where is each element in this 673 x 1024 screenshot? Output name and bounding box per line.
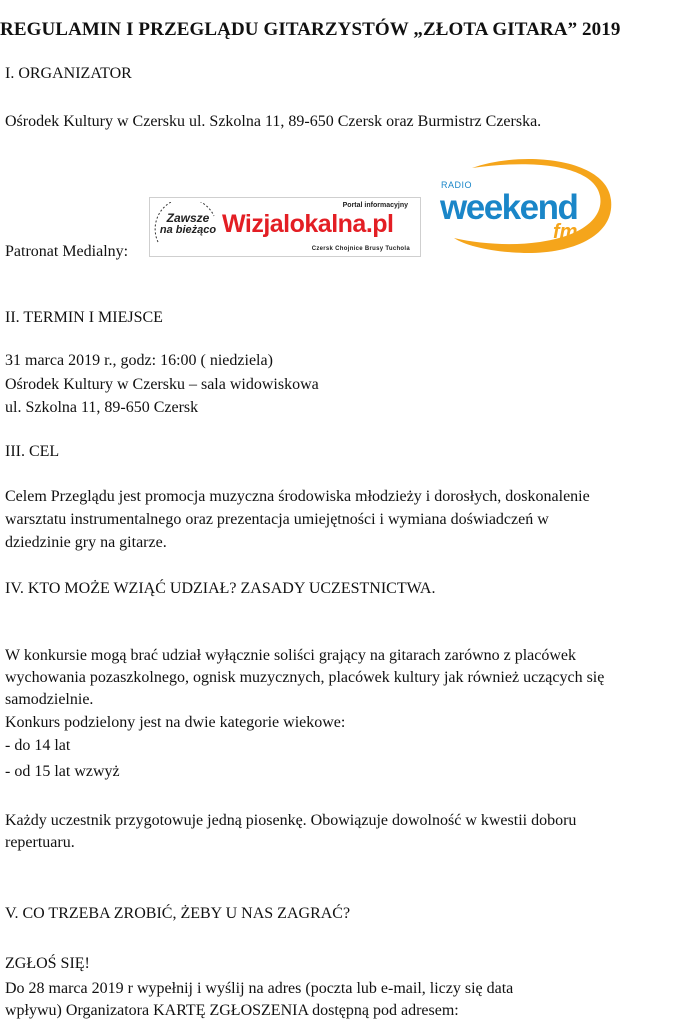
goal-line-2: warsztatu instrumentalnego oraz prezentacja umiejętności i wymiana doświadczeń w [5,511,549,528]
logo1-towns: Czersk Chojnice Brusy Tuchola [311,246,410,252]
repertoire-line-2: repertuaru. [5,834,75,851]
goal-line-3: dziedzinie gry na gitarze. [5,534,167,551]
radio-weekend-logo [432,154,618,260]
logo2-brand: weekend [440,188,578,227]
participation-line-3: samodzielnie. [5,691,94,708]
apply-line-2: wpływu) Organizatora KARTĘ ZGŁOSZENIA dostępną pod adresem: [5,1002,459,1019]
categories-intro: Konkurs podzielony jest na dwie kategorie wiekowe: [5,714,346,731]
logo2-radio-label: RADIO [441,180,473,190]
category-2: - od 15 lat wzwyż [5,763,120,780]
logo1-brand: Wizjalokalna.pl [222,210,394,238]
logo1-tagline2: na bieżąco [159,224,217,236]
repertoire-line-1: Każdy uczestnik przygotowuje jedną piosenkę. Obowiązuje dowolność w kwestii doboru [5,812,577,829]
term-address: ul. Szkolna 11, 89-650 Czersk [5,399,199,416]
logo2-fm: fm [553,221,578,243]
document-title: REGULAMIN I PRZEGLĄDU GITARZYSTÓW „ZŁOTA GITARA” 2019 [0,19,621,40]
participation-line-2: wychowania pozaszkolnego, ognisk muzycznych, placówek kultury jak również uczących się [5,669,605,686]
patronat-label: Patronat Medialny: [5,243,129,260]
category-1: - do 14 lat [5,737,71,754]
logo1-portal: Portal informacyjny [342,202,408,209]
section-term-heading: II. TERMIN I MIEJSCE [5,309,163,326]
participation-line-1: W konkursie mogą brać udział wyłącznie soliści grający na gitarach zarówno z placówek [5,647,577,664]
apply-line-1: Do 28 marca 2019 r wypełnij i wyślij na adres (poczta lub e-mail, liczy się data [5,980,514,997]
section-participation-heading: IV. KTO MOŻE WZIĄĆ UDZIAŁ? ZASADY UCZESTNICTWA. [5,580,436,597]
wizjalokalna-logo [149,197,421,257]
organizer-text: Ośrodek Kultury w Czersku ul. Szkolna 11, 89-650 Czersk oraz Burmistrz Czerska. [5,113,542,130]
goal-line-1: Celem Przeglądu jest promocja muzyczna środowiska młodzieży i dorosłych, doskonalenie [5,488,590,505]
term-place: Ośrodek Kultury w Czersku – sala widowiskowa [5,376,319,393]
logo1-tagline1: Zawsze [166,211,210,225]
apply-call: ZGŁOŚ SIĘ! [5,955,90,972]
section-organizer-heading: I. ORGANIZATOR [5,65,132,82]
section-goal-heading: III. CEL [5,443,60,460]
section-how-heading: V. CO TRZEBA ZROBIĆ, ŻEBY U NAS ZAGRAĆ? [5,905,351,922]
term-date: 31 marca 2019 r., godz: 16:00 ( niedziela) [5,352,273,369]
